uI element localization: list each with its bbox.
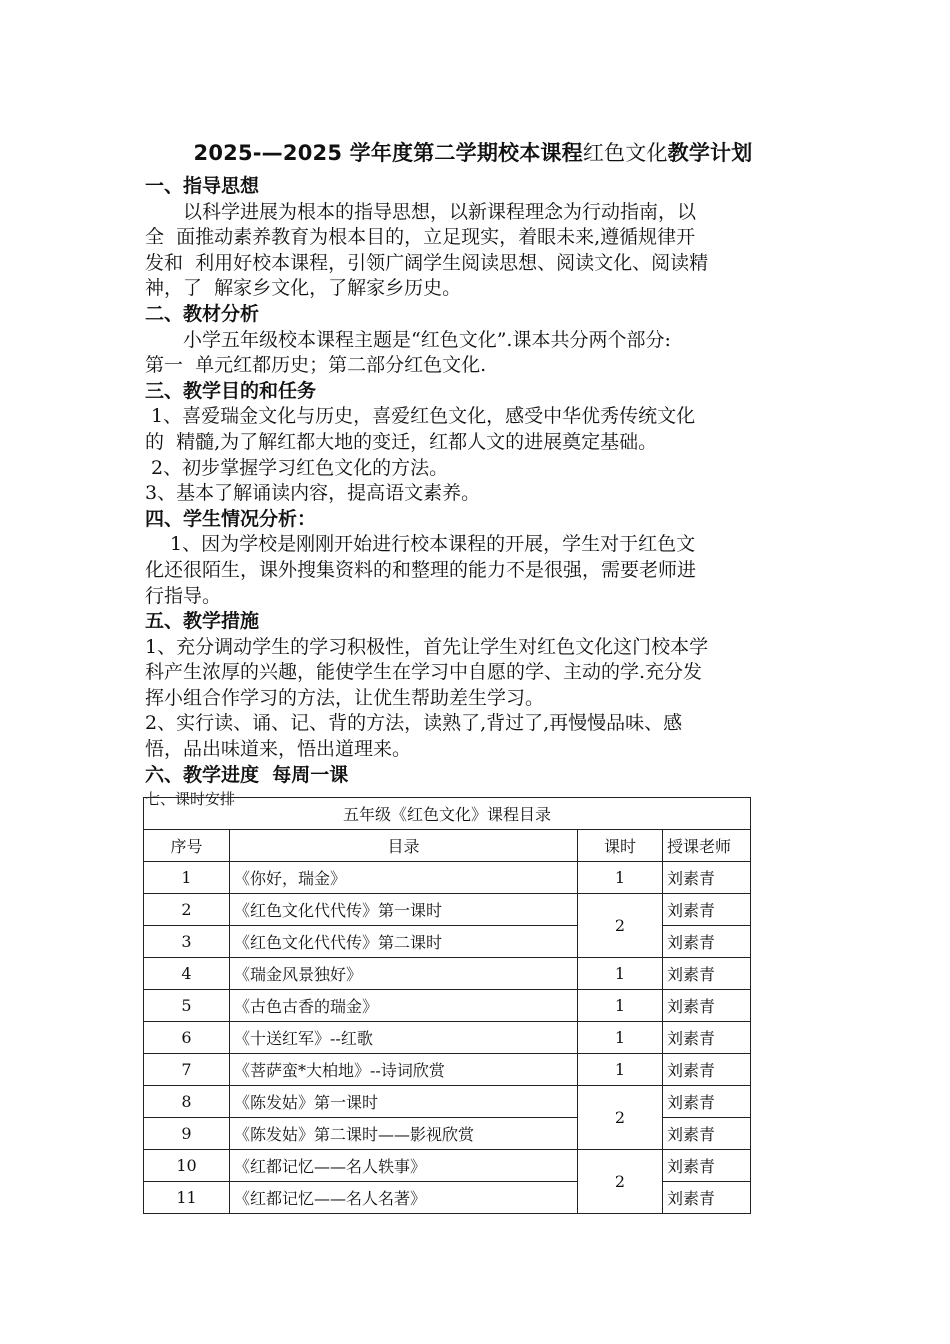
- title-bold-part: 2025-—2025 学年度第二学期校本课程: [193, 141, 583, 165]
- cell-number: 9: [144, 1118, 230, 1150]
- cell-number: 7: [144, 1054, 230, 1086]
- cell-teacher: 刘素青: [663, 990, 751, 1022]
- cell-number: 11: [144, 1182, 230, 1214]
- section-heading-goals: 三、教学目的和任务: [145, 379, 317, 402]
- cell-number: 1: [144, 862, 230, 894]
- paragraph-line: 2、实行读、诵、记、背的方法，读熟了,背过了,再慢慢品味、感: [145, 712, 683, 735]
- cell-hours: 1: [578, 958, 663, 990]
- paragraph-line: 挥小组合作学习的方法，让优生帮助差生学习。: [145, 686, 545, 709]
- paragraph-line: 以科学进展为根本的指导思想，以新课程理念为行动指南，以: [145, 200, 697, 223]
- paragraph-line: 神，了 解家乡文化，了解家乡历史。: [145, 277, 462, 300]
- title-plain-part: 红色文化: [582, 141, 668, 165]
- cell-title: 《你好，瑞金》: [230, 862, 578, 894]
- cell-teacher: 刘素青: [663, 862, 751, 894]
- cell-teacher: 刘素青: [663, 958, 751, 990]
- header-teacher: 授课老师: [663, 830, 751, 862]
- cell-title: 《瑞金风景独好》: [230, 958, 578, 990]
- cell-teacher: 刘素青: [663, 1118, 751, 1150]
- paragraph-line: 科产生浓厚的兴趣，能使学生在学习中自愿的学、主动的学.充分发: [145, 661, 703, 684]
- cell-teacher: 刘素青: [663, 1054, 751, 1086]
- cell-number: 2: [144, 894, 230, 926]
- cell-teacher: 刘素青: [663, 894, 751, 926]
- cell-number: 3: [144, 926, 230, 958]
- cell-title: 《陈发姑》第二课时——影视欣赏: [230, 1118, 578, 1150]
- table-row: [144, 1086, 751, 1118]
- cell-title: 《十送红军》--红歌: [230, 1022, 578, 1054]
- cell-teacher: 刘素青: [663, 1022, 751, 1054]
- header-title: 目录: [230, 830, 578, 862]
- section-heading-schedule: 七、课时安排: [145, 790, 236, 809]
- paragraph-line: 发和 利用好校本课程，引领广阔学生阅读思想、阅读文化、阅读精: [145, 251, 709, 274]
- cell-title: 《红都记忆——名人轶事》: [230, 1150, 578, 1182]
- cell-hours: 2: [578, 894, 663, 958]
- cell-hours: 1: [578, 1054, 663, 1086]
- table-row: [144, 862, 751, 894]
- cell-title: 《红色文化代代传》第二课时: [230, 926, 578, 958]
- cell-teacher: 刘素青: [663, 1182, 751, 1214]
- cell-title: 《红都记忆——名人名著》: [230, 1182, 578, 1214]
- cell-hours: 2: [578, 1150, 663, 1214]
- paragraph-line: 1、充分调动学生的学习积极性，首先让学生对红色文化这门校本学: [145, 635, 709, 658]
- cell-title: 《红色文化代代传》第一课时: [230, 894, 578, 926]
- paragraph-line: 1、喜爱瑞金文化与历史，喜爱红色文化，感受中华优秀传统文化: [145, 405, 696, 428]
- cell-number: 10: [144, 1150, 230, 1182]
- paragraph-line: 3、基本了解诵读内容，提高语文素养。: [145, 482, 481, 505]
- cell-number: 6: [144, 1022, 230, 1054]
- table-caption-row: [144, 798, 751, 830]
- course-schedule-table: [143, 797, 751, 1214]
- paragraph-line: 的 精髓,为了解红都大地的变迁，红都人文的进展奠定基础。: [145, 430, 658, 453]
- section-heading-materials: 二、教材分析: [145, 302, 260, 325]
- cell-title: 《古色古香的瑞金》: [230, 990, 578, 1022]
- cell-hours: 1: [578, 1022, 663, 1054]
- header-number: 序号: [144, 830, 230, 862]
- cell-hours: 1: [578, 990, 663, 1022]
- table-row: [144, 990, 751, 1022]
- section-heading-guiding: 一、指导思想: [145, 175, 260, 197]
- table-row: [144, 894, 751, 926]
- cell-teacher: 刘素青: [663, 1086, 751, 1118]
- paragraph-line: 悟，品出味道来，悟出道理来。: [145, 738, 412, 761]
- paragraph-line: 小学五年级校本课程主题是“红色文化”.课本共分两个部分:: [145, 328, 671, 351]
- cell-teacher: 刘素青: [663, 1150, 751, 1182]
- cell-teacher: 刘素青: [663, 926, 751, 958]
- table-caption: 五年级《红色文化》课程目录: [144, 798, 751, 830]
- document-body: [145, 174, 805, 810]
- table-row: [144, 958, 751, 990]
- paragraph-line: 全 面推动素养教育为根本目的，立足现实，着眼未来,遵循规律开: [145, 226, 696, 249]
- cell-title: 《菩萨蛮*大柏地》--诗词欣赏: [230, 1054, 578, 1086]
- paragraph-line: 第一 单元红都历史；第二部分红色文化.: [145, 354, 487, 377]
- paragraph-line: 行指导。: [145, 584, 222, 607]
- table-row: [144, 1150, 751, 1182]
- cell-number: 4: [144, 958, 230, 990]
- section-heading-students: 四、学生情况分析：: [145, 507, 317, 530]
- table-row: [144, 1022, 751, 1054]
- cell-hours: 1: [578, 862, 663, 894]
- table-row: [144, 1054, 751, 1086]
- paragraph-line: 化还很陌生，课外搜集资料的和整理的能力不是很强，需要老师进: [145, 558, 697, 581]
- cell-number: 8: [144, 1086, 230, 1118]
- table-header-row: [144, 830, 751, 862]
- cell-number: 5: [144, 990, 230, 1022]
- paragraph-line: 1、因为学校是刚刚开始进行校本课程的开展，学生对于红色文: [145, 533, 696, 556]
- section-heading-measures: 五、教学措施: [145, 610, 260, 633]
- cell-title: 《陈发姑》第一课时: [230, 1086, 578, 1118]
- paragraph-line: 2、初步掌握学习红色文化的方法。: [145, 456, 449, 479]
- document-title: [143, 137, 803, 167]
- section-heading-progress: 六、教学进度 每周一课: [145, 763, 349, 786]
- cell-hours: 2: [578, 1086, 663, 1150]
- title-bold-end: 教学计划: [667, 141, 753, 165]
- header-hours: 课时: [578, 830, 663, 862]
